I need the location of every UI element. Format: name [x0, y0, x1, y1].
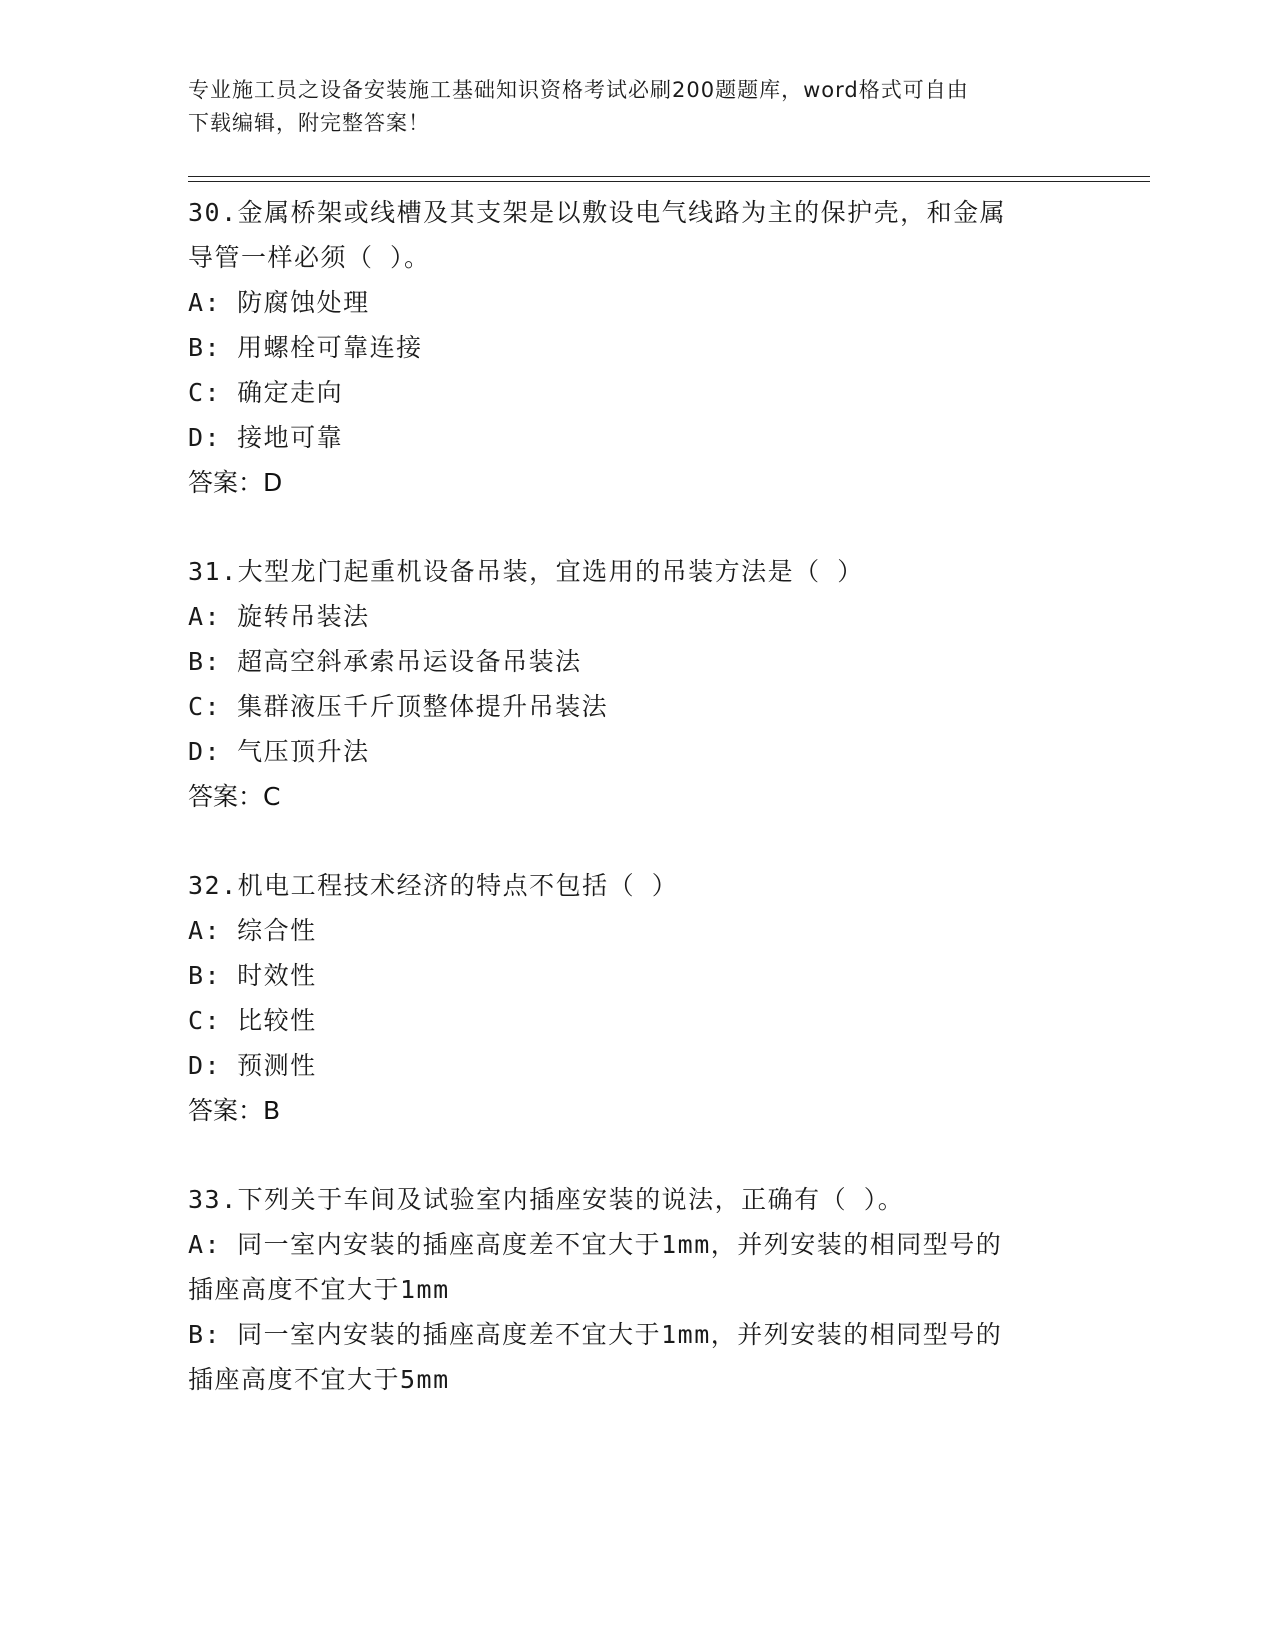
option-text: 预测性 [237, 1051, 317, 1080]
question-32 [188, 863, 1088, 1133]
option-key: B: [188, 333, 222, 362]
header-divider-bottom [188, 181, 1150, 182]
question-stem-line: 30.金属桥架或线槽及其支架是以敷设电气线路为主的保护壳，和金属 [188, 198, 1007, 227]
option-text: 集群液压千斤顶整体提升吊装法 [237, 692, 609, 721]
option-c [188, 684, 1088, 729]
answer-label: 答案：B [188, 1096, 281, 1125]
question-stem-line: 33.下列关于车间及试验室内插座安装的说法，正确有（ ）。 [188, 1185, 905, 1214]
question-33 [188, 1177, 1088, 1402]
answer-label: 答案：C [188, 782, 281, 811]
option-b-continued: 插座高度不宜大于5mm [188, 1365, 450, 1394]
option-c [188, 998, 1088, 1043]
header-line-2: 下载编辑，附完整答案！ [188, 111, 430, 135]
option-text: 接地可靠 [237, 423, 344, 452]
option-d [188, 729, 1088, 774]
option-a-continued: 插座高度不宜大于1mm [188, 1275, 450, 1304]
option-key: D: [188, 1051, 222, 1080]
option-key: A: [188, 602, 222, 631]
option-key: C: [188, 692, 222, 721]
option-a [188, 280, 1088, 325]
option-d [188, 415, 1088, 460]
question-31 [188, 549, 1088, 819]
header-divider-top [188, 176, 1150, 177]
option-a [188, 1222, 1088, 1267]
option-d [188, 1043, 1088, 1088]
option-key: D: [188, 423, 222, 452]
option-text: 用螺栓可靠连接 [237, 333, 423, 362]
option-key: C: [188, 1006, 222, 1035]
question-stem-line: 导管一样必须（ ）。 [188, 243, 431, 272]
question-30 [188, 190, 1088, 505]
answer-label: 答案：D [188, 468, 283, 497]
option-text: 同一室内安装的插座高度差不宜大于1mm，并列安装的相同型号的 [237, 1320, 1003, 1349]
document-header [188, 74, 1068, 140]
option-key: A: [188, 1230, 222, 1259]
question-stem-line: 32.机电工程技术经济的特点不包括（ ） [188, 871, 679, 900]
option-text: 防腐蚀处理 [237, 288, 370, 317]
option-key: A: [188, 916, 222, 945]
option-a [188, 594, 1088, 639]
option-text: 时效性 [237, 961, 317, 990]
header-line-1: 专业施工员之设备安装施工基础知识资格考试必刷200题题库，word格式可自由 [188, 78, 969, 102]
option-key: C: [188, 378, 222, 407]
option-key: B: [188, 961, 222, 990]
option-text: 旋转吊装法 [237, 602, 370, 631]
option-b [188, 953, 1088, 998]
option-key: D: [188, 737, 222, 766]
question-stem-line: 31.大型龙门起重机设备吊装，宜选用的吊装方法是（ ） [188, 557, 864, 586]
option-text: 气压顶升法 [237, 737, 370, 766]
option-text: 超高空斜承索吊运设备吊装法 [237, 647, 582, 676]
option-b [188, 1312, 1088, 1357]
option-a [188, 908, 1088, 953]
option-key: B: [188, 1320, 222, 1349]
option-text: 同一室内安装的插座高度差不宜大于1mm，并列安装的相同型号的 [237, 1230, 1003, 1259]
option-text: 综合性 [237, 916, 317, 945]
option-b [188, 325, 1088, 370]
option-c [188, 370, 1088, 415]
option-key: A: [188, 288, 222, 317]
option-text: 确定走向 [237, 378, 344, 407]
option-b [188, 639, 1088, 684]
option-key: B: [188, 647, 222, 676]
option-text: 比较性 [237, 1006, 317, 1035]
question-list [188, 190, 1088, 1446]
